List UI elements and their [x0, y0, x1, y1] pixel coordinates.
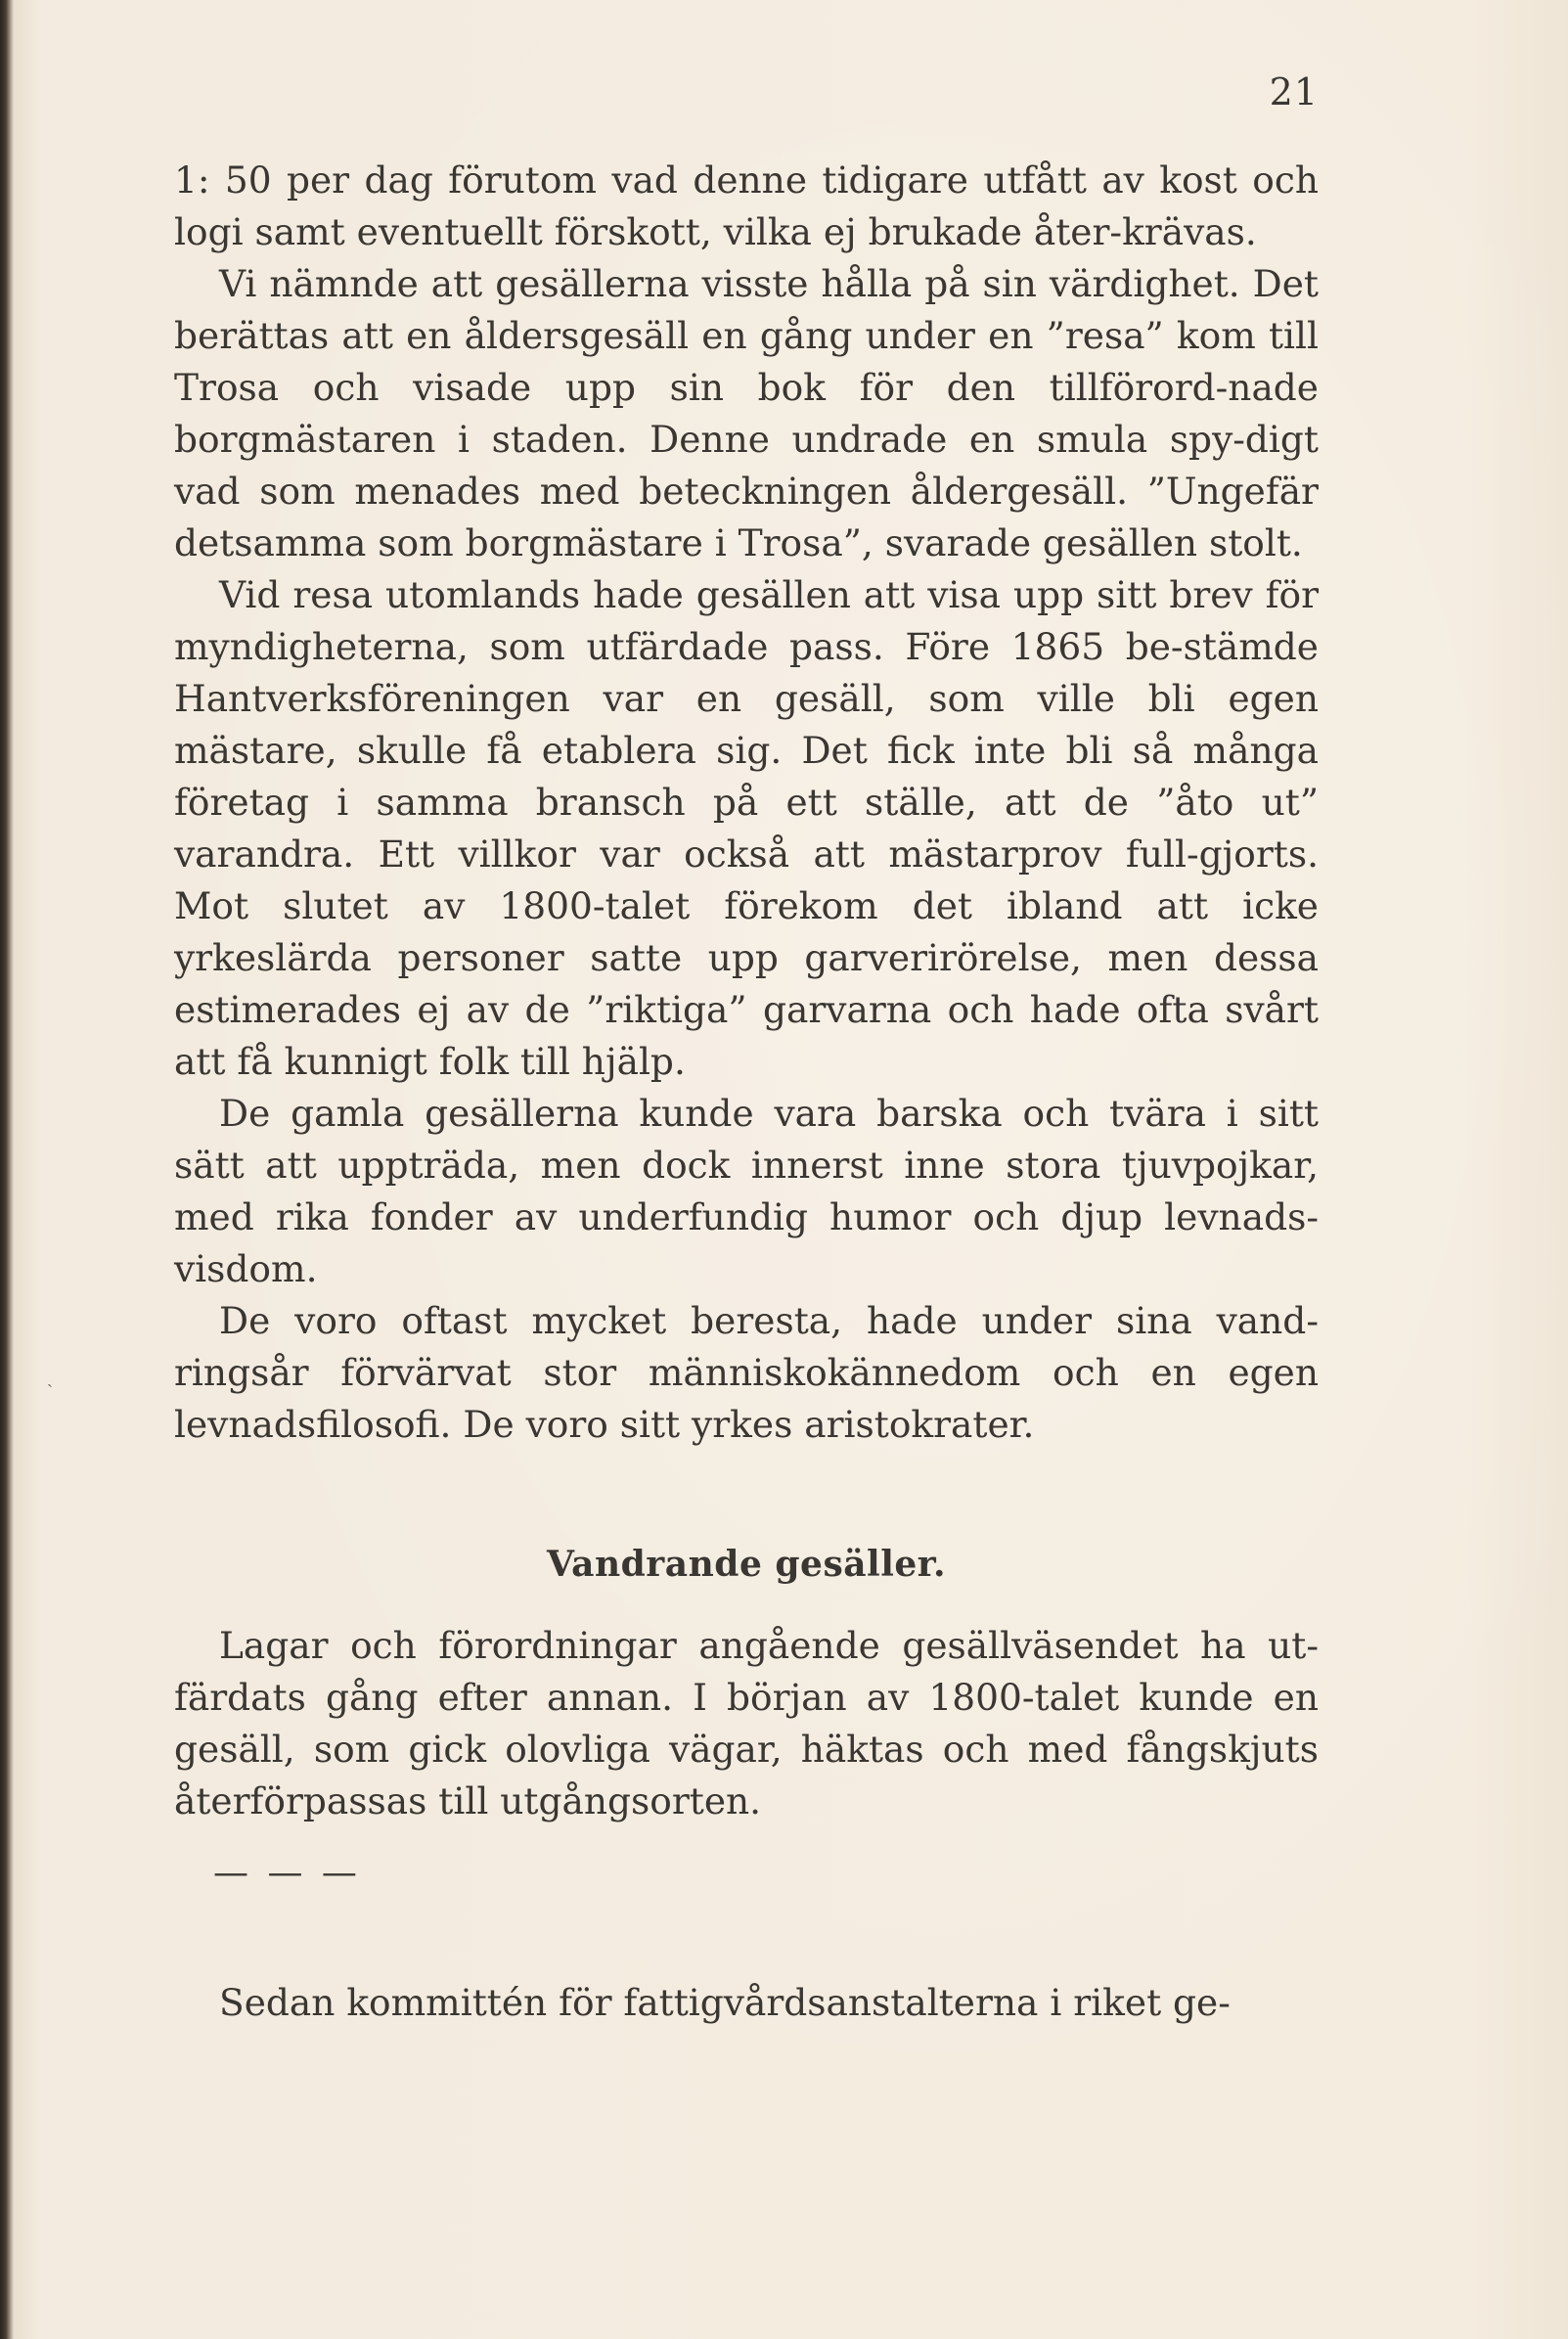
paragraph-old-gesaller: De gamla gesällerna kunde vara barska och tvära i sitt sätt att uppträda, men dock innerst inne stora tjuvpojkar, med rika fonder av underfundig humor och djup levnads-visdom. [174, 1092, 1319, 1290]
paragraph-travel-abroad: Vid resa utomlands hade gesällen att visa upp sitt brev för myndigheterna, som utfärdade pass. Före 1865 be-stämde Hantverksföreningen var en gesäll, som ville bli egen mästare, skulle få etablera sig. Det fick inte bli så många företag i samma bransch på ett ställe, att de ”åto ut” varandra. Ett villkor var också att mästarprov full-gjorts. Mot slutet av 1800-talet förekom det ibland att icke yrkeslärda personer satte upp garverirörelse, men dessa estimerades ej av de ”riktiga” garvarna och hade ofta svårt att få kunnigt folk till hjälp. [174, 573, 1319, 1083]
paragraph-continuation: 1: 50 per dag förutom vad denne tidigare utfått av kost och logi samt eventuellt förskott, vilka ej brukade åter-krävas. [174, 158, 1319, 253]
paragraph-committee: Sedan kommittén för fattigvårdsanstalterna i riket ge- [219, 1981, 1231, 2024]
page-number: 21 [1269, 70, 1319, 113]
section-separator: — — — [213, 1853, 361, 1893]
paragraph-well-travelled: De voro oftast mycket beresta, hade under sina vand-ringsår förvärvat stor människokännedom och en egen levnadsfilosofi. De voro sitt yrkes aristokrater. [174, 1299, 1319, 1446]
paragraph-laws: Lagar och förordningar angående gesällväsendet ha ut-färdats gång efter annan. I början av 1800-talet kunde en gesäll, som gick olovliga vägar, häktas och med fångskjuts återförpassas till utgångsorten. [174, 1624, 1319, 1822]
body-text [174, 155, 1319, 2029]
margin-pencil-mark: ˏ [47, 1368, 53, 1388]
section-heading: Vandrande gesäller. [547, 1544, 946, 1585]
paragraph-gesall-dignity: Vi nämnde att gesällerna visste hålla på sin värdighet. Det berättas att en åldersgesäll en gång under en ”resa” kom till Trosa och visade upp sin bok för den tillförord-nade borgmästaren i staden. Denne undrade en smula spy-digt vad som menades med beteckningen åldergesäll. ”Ungefär detsamma som borgmästare i Trosa”, svarade gesällen stolt. [174, 262, 1319, 564]
